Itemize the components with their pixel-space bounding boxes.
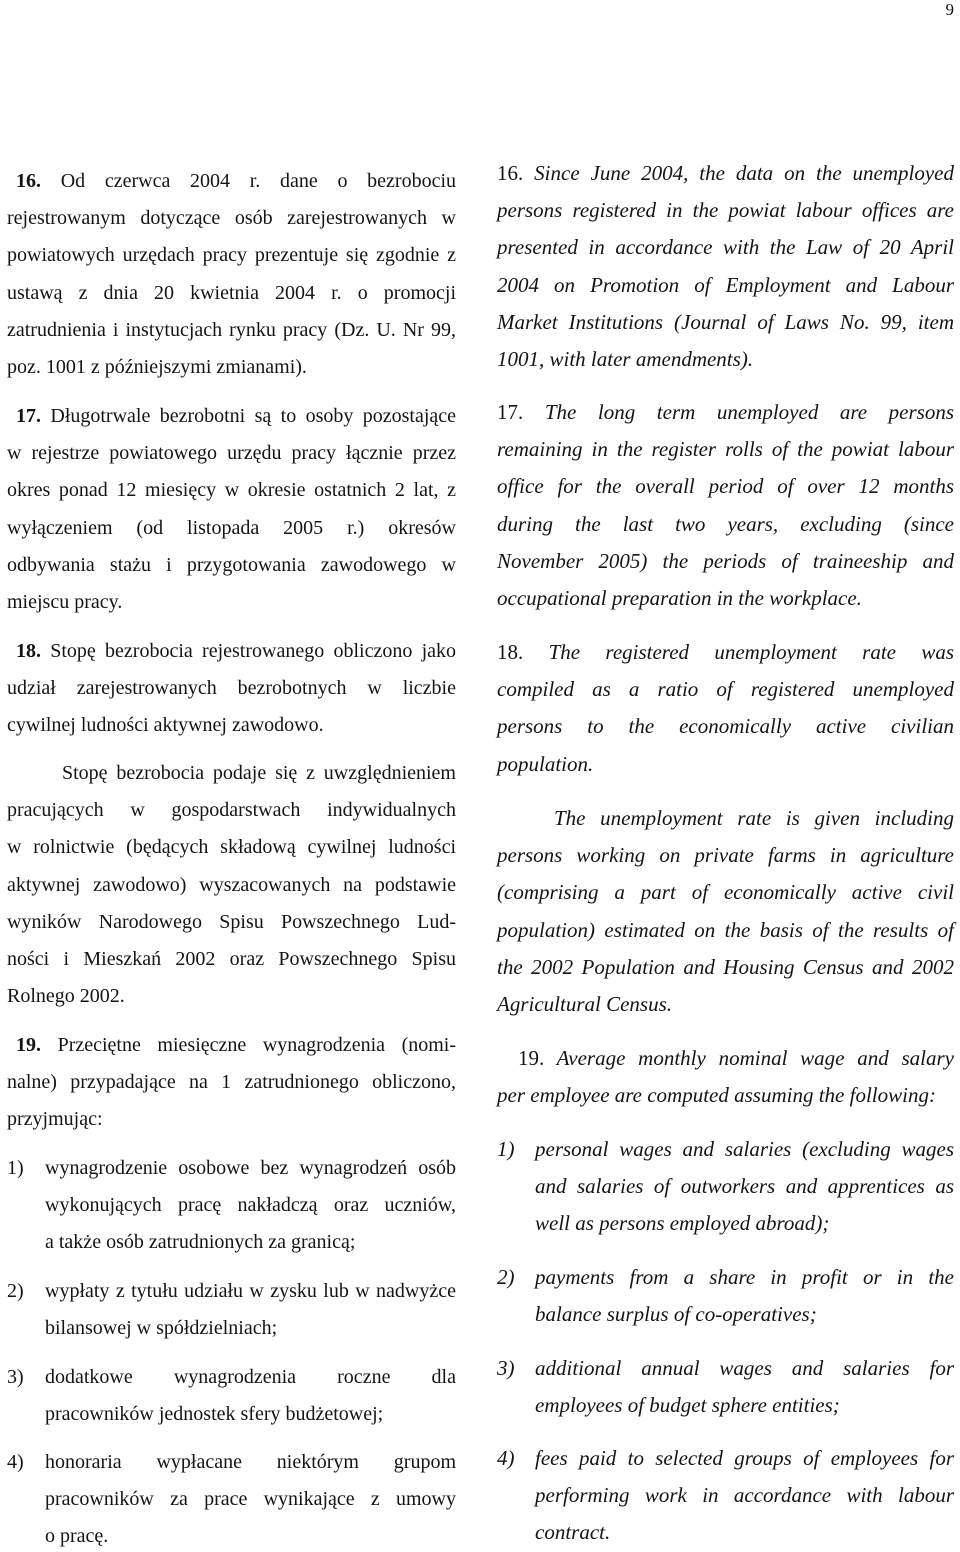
paragraph-line: Market Institutions (Journal of Laws No. 99, item [497,309,954,334]
paragraph-number: 16. [16,170,41,192]
list-item-body [535,1353,954,1420]
line-text: The registered unemployment rate was [548,640,955,664]
line-text: Since June 2004, the data on the unemployed [534,161,955,185]
paragraph-line [7,636,456,666]
paragraph-line: per employee are computed assuming the following: [497,1083,936,1108]
paragraph-line: population) estimated on the basis of the results of [497,917,954,942]
polish-column [7,0,456,1552]
paragraph-line: aktywnej zawodowo) wyszacowanych na podstawie [7,873,456,896]
paragraph-line: o pracę. [45,1525,109,1548]
paragraph-number: 18. [16,640,41,662]
paragraph-line: performing work in accordance with labour [535,1483,954,1508]
list-marker: 4) [497,1446,515,1470]
paragraph-line: wyników Narodowego Spisu Powszechnego Lud- [7,910,456,933]
line-text: Długotrwale bezrobotni są to osoby pozostające [50,405,457,427]
list-marker: 2) [497,1265,515,1289]
paragraph-number: 18. [497,640,524,664]
paragraph-line: persons registered in the powiat labour offices are [497,198,954,223]
list-item [7,1276,456,1343]
list-item-body [45,1362,456,1429]
paragraph-17-en [497,397,954,613]
paragraph-number: 19. [518,1046,545,1070]
paragraph-line: 2004 on Promotion of Employment and Labour [497,272,954,297]
paragraph-number: 17. [497,400,524,424]
paragraph-line: The unemployment rate is given including [554,806,954,830]
list-item [7,1447,456,1551]
paragraph-line: odbywania stażu i przygotowania zawodowego w [7,553,456,576]
paragraph-line: miejscu pracy. [7,590,123,613]
english-column [497,0,954,1552]
paragraph-line: population. [497,751,594,776]
paragraph-18-pl [7,636,456,740]
list-item [7,1362,456,1429]
paragraph-line: well as persons employed abroad); [535,1211,830,1236]
paragraph-line [7,401,456,431]
paragraph-line: compiled as a ratio of registered unemployed [497,677,954,702]
paragraph-line: powiatowych urzędach pracy prezentuje się zgodnie z [7,244,456,267]
paragraph-line: pracowników jednostek sfery budżetowej; [45,1403,384,1426]
list-item [497,1353,954,1420]
list-item [497,1134,954,1238]
paragraph-line: office for the overall period of over 12 months [497,474,954,499]
line-text: Stopę bezrobocia rejestrowanego obliczono jako [50,640,456,662]
list-marker: 1) [497,1137,515,1161]
list-item-body [45,1153,456,1257]
paragraph-19-pl [7,1030,456,1134]
paragraph-line: personal wages and salaries (excluding wages [535,1137,954,1161]
paragraph-line: Agricultural Census. [497,991,673,1016]
paragraph-line: payments from a share in profit or in the [535,1265,954,1289]
paragraph-line: wypłaty z tytułu udziału w zysku lub w nadwyżce [45,1280,456,1302]
paragraph-line: a także osób zatrudnionych za granicą; [45,1231,356,1254]
paragraph-line: cywilnej ludności aktywnej zawodowo. [7,714,324,737]
paragraph-17-pl [7,401,456,617]
paragraph-line: bilansowej w spółdzielniach; [45,1317,278,1340]
paragraph-line [497,397,954,427]
paragraph-line: wykonujących pracę nakładczą oraz uczniów, [45,1194,456,1217]
paragraph-16-en [497,158,954,374]
list-marker: 4) [7,1451,24,1473]
list-marker: 2) [7,1280,24,1302]
paragraph-16-pl [7,166,456,382]
list-item-body [535,1262,954,1329]
paragraph-line: 1001, with later amendments). [497,346,754,371]
paragraph-line: November 2005) the periods of traineeship and [497,548,954,573]
paragraph-line [7,1030,456,1060]
paragraph-line: Stopę bezrobocia podaje się z uwzględnieniem [62,762,456,784]
paragraph-line: pracowników za prace wynikające z umowy [45,1488,456,1511]
paragraph-18-en [497,637,954,779]
paragraph-number: 19. [16,1034,41,1056]
paragraph-line: rejestrowanym dotyczące osób zarejestrowanych w [7,207,456,230]
list-marker: 3) [497,1356,515,1380]
paragraph-line: wyłączeniem (od listopada 2005 r.) okresów [7,516,456,539]
paragraph-18b-pl [7,758,456,1011]
paragraph-line: w rolnictwie (będących składową cywilnej ludności [7,836,456,859]
paragraph-line: udział zarejestrowanych bezrobotnych w liczbie [7,677,456,700]
paragraph-line: pracujących w gospodarstwach indywidualnych [7,799,456,822]
paragraph-line: nalne) przypadające na 1 zatrudnionego obliczono, [7,1071,456,1094]
line-text: Przeciętne miesięczne wynagrodzenia (nomi- [57,1034,456,1056]
paragraph-line: persons to the economically active civilian [497,714,954,739]
list-item [497,1443,954,1547]
list-marker: 3) [7,1366,24,1388]
paragraph-line [497,637,954,667]
paragraph-line: okres ponad 12 miesięcy w okresie ostatnich 2 lat, z [7,479,456,502]
paragraph-line: przyjmując: [7,1108,103,1131]
page-number: 9 [945,0,954,19]
paragraph-line: fees paid to selected groups of employees for [535,1446,954,1470]
paragraph-number: 17. [16,405,41,427]
paragraph-line: honoraria wypłacane niektórym grupom [45,1451,456,1473]
list-item [497,1262,954,1329]
paragraph-line: occupational preparation in the workplace. [497,585,862,610]
paragraph-line [7,166,456,196]
list-item [7,1153,456,1257]
paragraph-line: (comprising a part of economically active civil [497,880,954,905]
paragraph-line: presented in accordance with the Law of 20 April [497,235,954,260]
line-text: Od czerwca 2004 r. dane o bezrobociu [60,170,456,192]
list-item-body [45,1276,456,1343]
paragraph-number: 16. [497,161,524,185]
paragraph-line: additional annual wages and salaries for [535,1356,954,1380]
paragraph-line: dodatkowe wynagrodzenia roczne dla [45,1366,456,1388]
list-item-body [45,1447,456,1551]
paragraph-line: persons working on private farms in agriculture [497,843,954,868]
paragraph-line: during the last two years, excluding (since [497,511,954,536]
paragraph-line: ności i Mieszkań 2002 oraz Powszechnego Spisu [7,947,456,970]
line-text: Average monthly nominal wage and salary [556,1046,954,1070]
paragraph-line: zatrudnienia i instytucjach rynku pracy (Dz. U. Nr 99, [7,318,456,341]
paragraph-18b-en [497,803,954,1019]
line-text: The long term unemployed are persons [544,400,955,424]
list-item-body [535,1443,954,1547]
paragraph-line: poz. 1001 z późniejszymi zmianami). [7,355,307,378]
paragraph-line: the 2002 Population and Housing Census and 2002 [497,954,954,979]
paragraph-line: employees of budget sphere entities; [535,1393,840,1418]
paragraph-line [497,1043,954,1073]
list-item-body [535,1134,954,1238]
paragraph-line: ustawą z dnia 20 kwietnia 2004 r. o promocji [7,281,456,304]
paragraph-line: Rolnego 2002. [7,985,125,1008]
paragraph-line: and salaries of outworkers and apprentices as [535,1174,954,1199]
paragraph-line [497,158,954,188]
paragraph-line: remaining in the register rolls of the powiat labour [497,437,954,462]
paragraph-19-en [497,1043,954,1110]
paragraph-line: contract. [535,1520,611,1545]
paragraph-line: balance surplus of co-operatives; [535,1302,817,1327]
list-marker: 1) [7,1157,24,1179]
paragraph-line: w rejestrze powiatowego urzędu pracy łącznie przez [7,442,456,465]
paragraph-line: wynagrodzenie osobowe bez wynagrodzeń osób [45,1157,456,1179]
